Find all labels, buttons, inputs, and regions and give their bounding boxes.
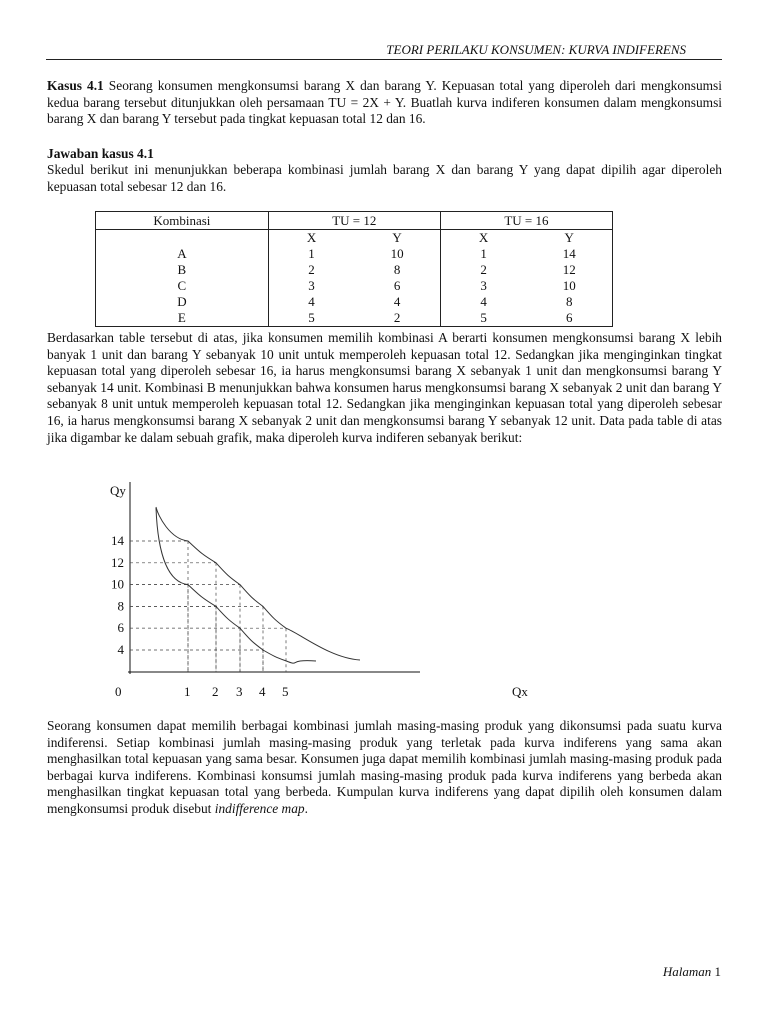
table-cell: 3 (308, 278, 315, 293)
x-tick-label: 5 (282, 684, 289, 699)
x-tick-label: 3 (236, 684, 243, 699)
table-cell (96, 230, 269, 247)
table-row (96, 262, 613, 278)
table-row (96, 294, 613, 310)
table-header-kombinasi: Kombinasi (96, 212, 269, 230)
page-header: TEORI PERILAKU KONSUMEN: KURVA INDIFERENS (46, 42, 722, 60)
indifference-curve-tu16 (156, 507, 360, 660)
footer-label: Halaman (662, 964, 712, 979)
table-header-tu12: TU = 12 (268, 212, 440, 230)
table-row (96, 278, 613, 294)
table-subheader-row (96, 230, 613, 247)
table-cell: 8 (354, 262, 440, 278)
combination-table (95, 211, 613, 327)
y-tick-label: 8 (117, 598, 124, 614)
x-tick-label: 1 (184, 684, 191, 699)
table-cell: 6 (526, 310, 612, 327)
table-cell: 8 (526, 294, 612, 310)
table-cell: 4 (308, 294, 315, 309)
table-cell: 14 (526, 246, 612, 262)
page-footer (600, 964, 721, 980)
answer-intro: Skedul berikut ini menunjukkan beberapa kombinasi jumlah barang X dan barang Y yang dapat dipilih agar diperoleh kepuasan total sebesar 12 dan 16. (47, 162, 722, 194)
x-tick-label: 4 (259, 684, 266, 699)
table-row (96, 310, 613, 327)
explanation-paragraph: Berdasarkan table tersebut di atas, jika konsumen memilih kombinasi A berarti konsumen mengkonsumsi barang X lebih banyak 1 unit dan barang Y sebanyak 10 unit untuk memperoleh kepuasan total 12. Sedangkan jika menginginkan tingkat kepuasan total yang diperoleh sebesar 16, ia harus mengkonsumsi barang X sebanyak 1 unit dan mengkonsumsi barang Y sebanyak 14 unit. Kombinasi B menunjukkan bahwa konsumen harus mengkonsumsi barang X sebanyak 2 unit dan barang Y sebanyak 8 unit untuk memperoleh kepuasan total 12. Sedangkan jika menginginkan kepuasan total yang diperoleh sebesar 16, ia harus mengkonsumsi barang X sebanyak 2 unit dan mengkonsumsi barang Y sebanyak 12 unit. Data pada table di atas jika digambar ke dalam sebuah grafik, maka diperoleh kurva indiferen sebanyak berikut: (47, 330, 722, 445)
table-header-tu16: TU = 16 (440, 212, 612, 230)
table-cell: 3 (480, 278, 487, 293)
table-cell: 2 (354, 310, 440, 327)
y-tick-label: 6 (117, 620, 124, 636)
table-cell-kombinasi: A (96, 246, 269, 262)
table-cell: 2 (308, 262, 315, 277)
table-cell-kombinasi: B (96, 262, 269, 278)
table-subheader-y16: Y (526, 230, 612, 247)
table-cell: 1 (480, 246, 487, 261)
table-cell: 10 (526, 278, 612, 294)
table-cell-kombinasi: D (96, 294, 269, 310)
table-cell: 5 (268, 310, 354, 327)
table-cell: 4 (354, 294, 440, 310)
origin-label: 0 (115, 684, 122, 699)
x-tick-label: 2 (212, 684, 219, 699)
table-cell-kombinasi: C (96, 278, 269, 294)
table-row (96, 246, 613, 262)
table-subheader-y12: Y (354, 230, 440, 247)
table-cell: 2 (480, 262, 487, 277)
indifference-curve-tu12 (156, 508, 316, 663)
conclusion-text: Seorang konsumen dapat memilih berbagai kombinasi jumlah masing-masing produk yang dikonsumsi pada suatu kurva indiferensi. Setiap kombinasi jumlah masing-masing produk yang terletak pada kurva indiferens yang sama akan menghasilkan total kepuasan yang sama besar. Konsumen juga dapat memilih kombinasi jumlah masing-masing produk pada berbagai kurva indiferens. Kombinasi konsumsi jumlah masing-masing produk pada kurva indiferens yang berbeda akan menghasilkan tingkat kepuasan total yang berbeda. Kumpulan kurva indiferens yang dapat dipilih oleh konsumen dalam mengkonsumsi produk disebut (47, 718, 722, 816)
y-axis-label: Qy (110, 483, 126, 498)
indifference-map-term: indifference map (214, 800, 305, 816)
y-tick-label: 4 (117, 642, 124, 657)
table-cell: 5 (440, 310, 526, 327)
conclusion-paragraph (47, 718, 722, 818)
table-cell: 10 (354, 246, 440, 262)
page-number: 1 (714, 964, 721, 979)
table-cell-kombinasi: E (96, 310, 269, 327)
conclusion-end: . (304, 800, 308, 816)
indifference-curve-chart (0, 470, 768, 710)
table-cell: 6 (354, 278, 440, 294)
y-tick-label: 12 (111, 554, 124, 570)
y-tick-label: 10 (111, 576, 124, 592)
case-paragraph (47, 78, 722, 128)
table-subheader-x16: X (478, 230, 489, 245)
table-cell: 4 (480, 294, 487, 309)
case-text: Seorang konsumen mengkonsumsi barang X dan barang Y. Kepuasan total yang diperoleh dari mengkonsumsi kedua barang tersebut ditunjukkan oleh persamaan TU = 2X + Y. Buatlah kurva indiferen konsumen dalam mengkonsumsi barang X dan barang Y tersebut pada tingkat kepuasan total 12 dan 16. (47, 78, 722, 127)
table-cell: 1 (308, 246, 315, 261)
x-axis-label: Qx (512, 684, 528, 699)
answer-title: Jawaban kasus 4.1 (47, 146, 154, 161)
case-label: Kasus 4.1 (47, 78, 104, 93)
y-tick-label: 14 (111, 533, 124, 548)
table-cell: 12 (526, 262, 612, 278)
table-subheader-x12: X (306, 230, 317, 245)
